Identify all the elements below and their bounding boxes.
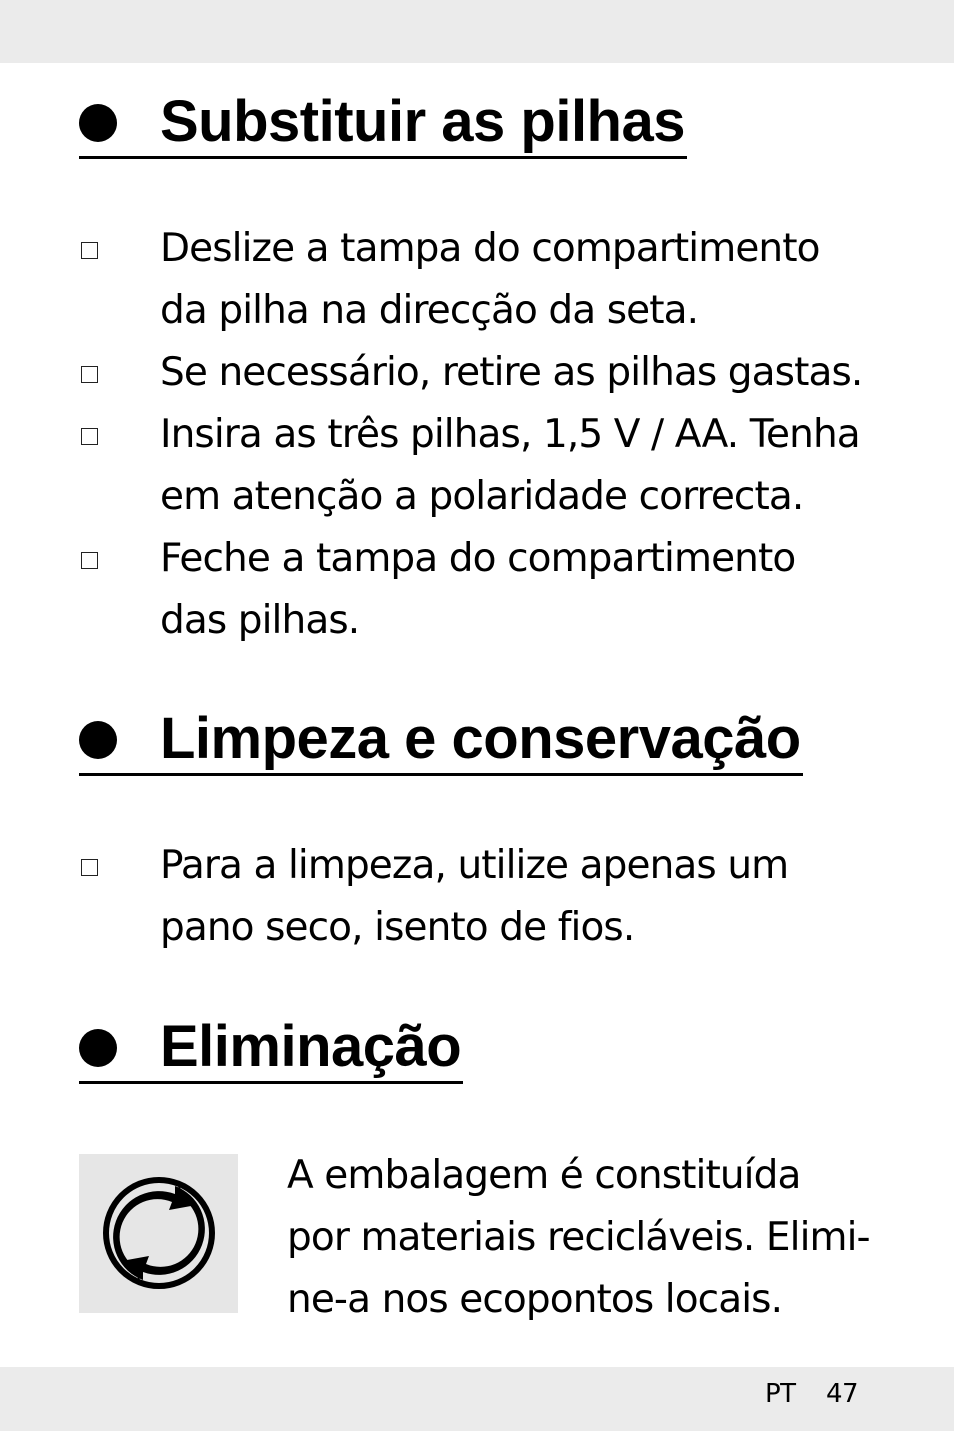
- checkbox-square-icon: [81, 428, 98, 445]
- heading-text: Limpeza e conservação: [160, 706, 801, 771]
- bullet-dot-icon: [79, 104, 117, 142]
- section-limpeza: [79, 705, 803, 776]
- heading-text: Substituir as pilhas: [160, 89, 685, 154]
- checkbox-square-icon: [81, 859, 98, 876]
- section-eliminacao: [79, 1013, 463, 1084]
- list-item: [79, 528, 899, 652]
- footer-page-number: 47: [826, 1379, 859, 1409]
- checkbox-square-icon: [81, 366, 98, 383]
- section-substituir-pilhas: [79, 88, 687, 159]
- list-item-text: Insira as três pilhas, 1,5 V / AA. Tenha em atenção a polaridade correcta.: [160, 412, 860, 519]
- list-item: [79, 218, 899, 342]
- heading-text: Eliminação: [160, 1014, 462, 1079]
- list-item-text: Se necessário, retire as pilhas gastas.: [160, 350, 863, 395]
- list-item-text: Deslize a tampa do compartimento da pilha na direcção da seta.: [160, 226, 820, 333]
- list-item: [79, 342, 899, 404]
- top-band: [0, 0, 954, 63]
- green-dot-recycling-icon: [79, 1154, 238, 1313]
- footer-band: [0, 1367, 954, 1431]
- section-heading: [79, 1013, 463, 1084]
- list-item: [79, 835, 899, 959]
- list-item-text: Feche a tampa do compartimento das pilhas.: [160, 536, 796, 643]
- disposal-paragraph: A embalagem é constituída por materiais recicláveis. Elimi- ne-a nos ecopontos locais.: [287, 1153, 870, 1322]
- section-heading: [79, 705, 803, 776]
- bullet-dot-icon: [79, 1029, 117, 1067]
- checkbox-square-icon: [81, 552, 98, 569]
- battery-steps-list: [79, 218, 899, 652]
- footer-language: PT: [765, 1379, 796, 1409]
- cleaning-steps-list: [79, 835, 899, 959]
- bullet-dot-icon: [79, 721, 117, 759]
- checkbox-square-icon: [81, 242, 98, 259]
- list-item-text: Para a limpeza, utilize apenas um pano seco, isento de fios.: [160, 843, 789, 950]
- section-heading: [79, 88, 687, 159]
- list-item: [79, 404, 899, 528]
